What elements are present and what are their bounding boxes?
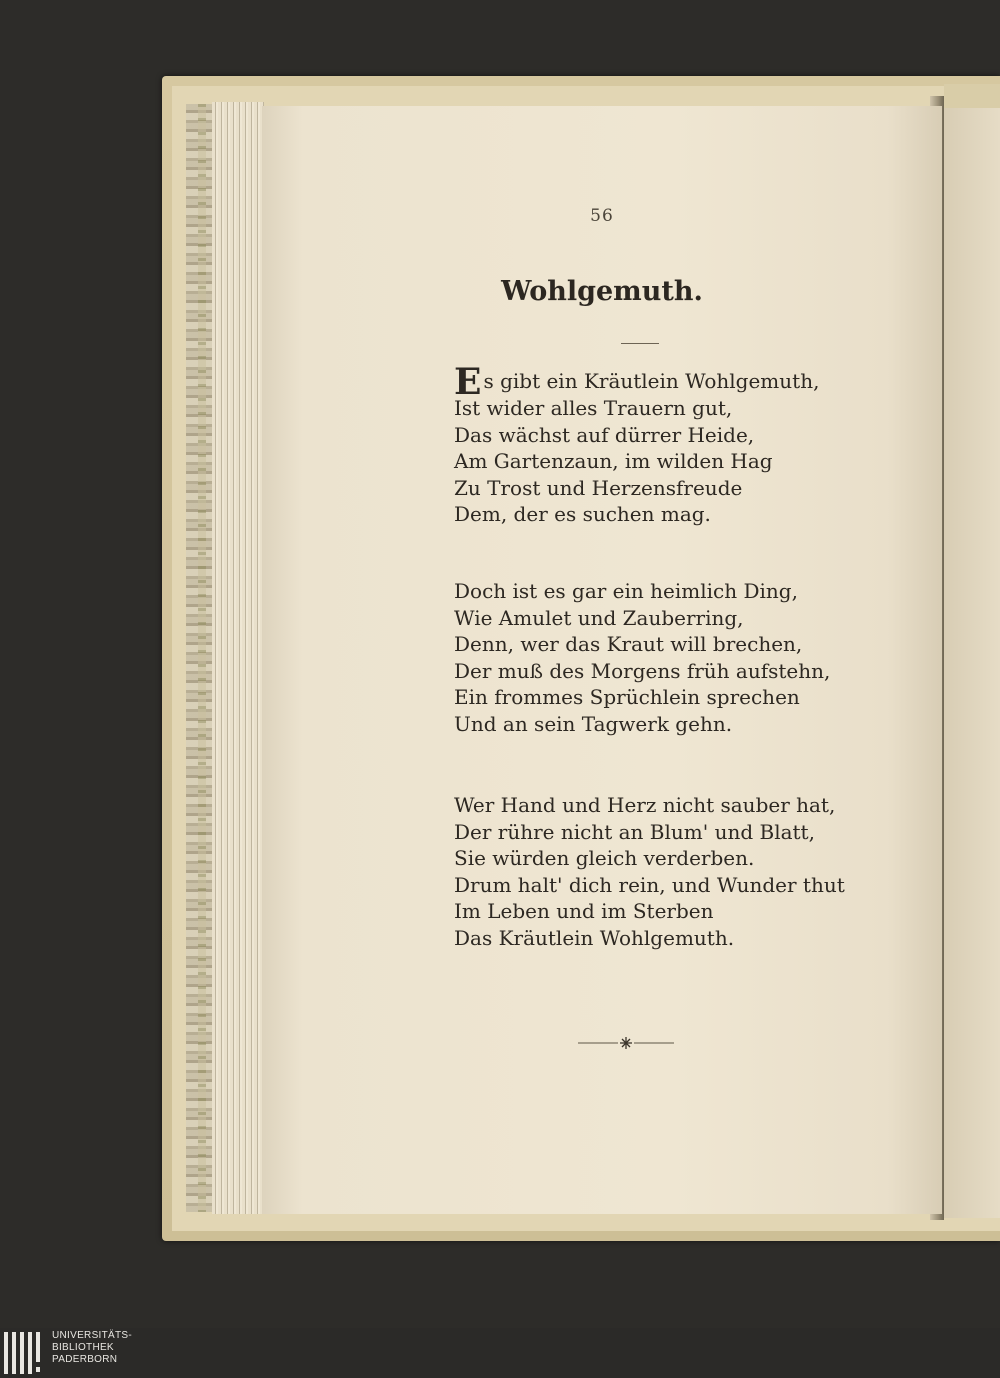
verse-line: Ist wider alles Trauern gut, <box>454 396 733 420</box>
stanza-3 <box>454 792 845 952</box>
verse-line: Im Leben und im Sterben <box>454 899 714 924</box>
verse-line: Der muß des Morgens früh aufstehn, <box>454 658 831 683</box>
verse-line: Denn, wer das Kraut will brechen, <box>454 632 803 657</box>
verse-line: Und an sein Tagwerk gehn. <box>454 711 733 736</box>
page-edges <box>212 102 264 1214</box>
library-name: UNIVERSITÄTS- BIBLIOTHEK PADERBORN <box>52 1330 133 1365</box>
verse-line: Ein frommes Sprüchlein sprechen <box>454 685 800 710</box>
stanza-1 <box>454 361 820 528</box>
verse-line: Wer Hand und Herz nicht sauber hat, <box>454 793 836 817</box>
verse-line: Zu Trost und Herzensfreude <box>454 475 743 500</box>
title-rule <box>621 343 659 344</box>
page-number: 56 <box>590 206 614 226</box>
right-cover-edge <box>944 84 1000 110</box>
star-ornament-icon <box>578 1036 674 1050</box>
drop-initial: E <box>454 361 482 403</box>
verse-line: Das wächst auf dürrer Heide, <box>454 422 755 447</box>
endpaper-pattern <box>198 104 206 1212</box>
verse-line: Drum halt' dich rein, und Wunder thut <box>454 872 845 897</box>
verse-line: Der rühre nicht an Blum' und Blatt, <box>454 819 815 844</box>
facing-page <box>944 108 1000 1218</box>
verse-line: Dem, der es suchen mag. <box>454 502 711 527</box>
library-footer <box>0 1328 1000 1378</box>
verse-line: Das Kräutlein Wohlgemuth. <box>454 925 735 950</box>
verse-line: Es gibt ein Kräutlein Wohlgemuth, <box>454 361 820 403</box>
verse-line: Sie würden gleich verderben. <box>454 846 755 871</box>
library-logo-icon <box>4 1332 46 1374</box>
book-page <box>262 106 942 1214</box>
poem-title: Wohlgemuth. <box>501 276 703 307</box>
verse-line: Wie Amulet und Zauberring, <box>454 605 744 630</box>
verse-line: Am Gartenzaun, im wilden Hag <box>454 449 773 474</box>
stanza-2 <box>454 578 830 738</box>
verse-line: Doch ist es gar ein heimlich Ding, <box>454 579 798 603</box>
